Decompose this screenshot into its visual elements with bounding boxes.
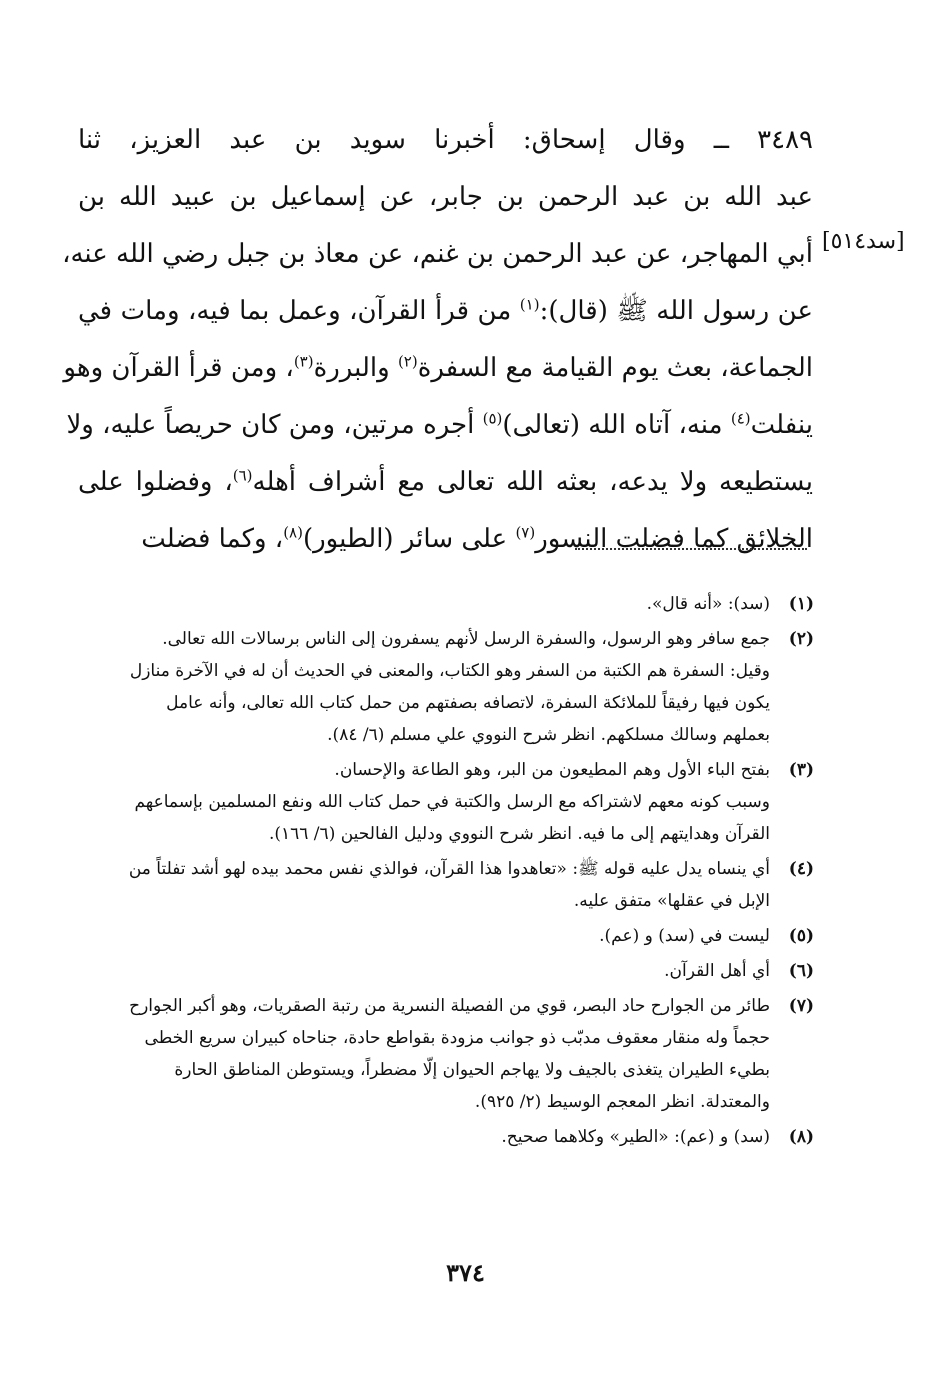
footnote-number: (٥)	[788, 926, 814, 946]
footnote-line: بعملهم وسالك مسلكهم. انظر شرح النووي علي مسلم (٦/ ٨٤).	[327, 725, 770, 745]
footnote-marker: (٤)	[730, 409, 751, 428]
footnote-line: (سد): «أنه قال».	[646, 594, 770, 614]
footnote-text	[72, 853, 770, 917]
footnote-text	[72, 990, 770, 1118]
main-text-line: ٣٤٨٩ ــ وقال إسحاق: أخبرنا سويد بن عبد العزيز، ثنا	[78, 125, 813, 155]
footnote-number: (٣)	[788, 760, 814, 780]
page-number: ٣٧٤	[446, 1258, 485, 1287]
footnote-line: يكون فيها رفيقاً للملائكة السفرة، لاتصافه بصفتهم من حمل كتاب الله تعالى، وأنه عامل	[166, 693, 770, 713]
footnote-item	[72, 990, 814, 1118]
footnote-line: بطيء الطيران يتغذى بالجيف ولا يهاجم الحيوان إلّا مضطراً، ويستوطن المناطق الحارة	[174, 1060, 770, 1080]
footnote-item	[72, 920, 814, 952]
main-text-line: الخلائق كما فضلت النسور$^{(٧)}$ على سائر (الطيور)$^{(٨)}$، وكما فضلت	[141, 523, 813, 554]
main-text-line: عن رسول الله ﷺ (قال):$^{(١)}$ من قرأ القرآن، وعمل بما فيه، ومات في	[78, 295, 813, 326]
footnote-marker: (٢)	[397, 352, 418, 371]
footnote-line: الإبل في عقلها» متفق عليه.	[573, 891, 770, 911]
footnote-line: والمعتدلة. انظر المعجم الوسيط (٢/ ٩٢٥).	[474, 1092, 770, 1112]
footnote-text	[72, 623, 770, 751]
footnote-line: جمع سافر وهو الرسول، والسفرة الرسل لأنهم يسفرون إلى الناس برسالات الله تعالى.	[162, 629, 770, 649]
footnote-text	[72, 920, 770, 952]
main-text-line: يستطيعه ولا يدعه، بعثه الله تعالى مع أشراف أهله$^{(٦)}$، وفضلوا على	[78, 466, 813, 497]
footnote-number: (١)	[788, 594, 814, 614]
footnote-marker: (٦)	[232, 466, 253, 485]
footnote-marker: (٥)	[482, 409, 503, 428]
footnote-line: ليست في (سد) و (عم).	[599, 926, 770, 946]
footnote-text	[72, 588, 770, 620]
footnote-line: بفتح الباء الأول وهم المطيعون من البر، وهو الطاعة والإحسان.	[334, 760, 770, 780]
footnote-marker: (١)	[519, 295, 540, 314]
footnote-marker: (٧)	[515, 523, 536, 542]
footnote-line: وقيل: السفرة هم الكتبة من السفر وهو الكتاب، والمعنى في الحديث أن له في الآخرة منازل	[129, 661, 770, 681]
footnote-number: (٢)	[788, 629, 814, 649]
footnote-line: (سد) و (عم): «الطير» وكلاهما صحيح.	[501, 1127, 770, 1147]
footnote-number: (٤)	[788, 859, 814, 879]
main-text-line: عبد الله بن عبد الرحمن بن جابر، عن إسماعيل بن عبيد الله بن	[78, 182, 813, 212]
footnote-line: أي أهل القرآن.	[664, 961, 770, 981]
footnote-item	[72, 955, 814, 987]
footnote-number: (٨)	[788, 1127, 814, 1147]
footnote-divider	[575, 548, 807, 550]
footnote-line: القرآن وهدايتهم إلى ما فيه. انظر شرح النووي ودليل الفالحين (٦/ ١٦٦).	[268, 824, 770, 844]
footnote-text	[72, 754, 770, 850]
margin-manuscript-reference: [سد٥١٤]	[822, 229, 905, 254]
footnote-item	[72, 754, 814, 850]
footnote-marker: (٣)	[293, 352, 314, 371]
hadith-main-text	[62, 112, 813, 568]
main-text-line: أبي المهاجر، عن عبد الرحمن بن غنم، عن معاذ بن جبل رضي الله عنه،	[62, 239, 813, 269]
footnote-number: (٦)	[788, 961, 814, 981]
footnote-marker: (٨)	[283, 523, 303, 542]
footnote-number: (٧)	[788, 996, 814, 1016]
footnote-item	[72, 1121, 814, 1153]
footnote-item	[72, 853, 814, 917]
main-text-line: ينفلت$^{(٤)}$ منه، آتاه الله (تعالى)$^{(٥)}$ أجره مرتين، ومن كان حريصاً عليه، ولا	[66, 409, 813, 440]
footnote-line: حجماً وله منقار معقوف مدبّب ذو جوانب مزودة بقواطع حادة، جناحاه كبيران سريع الخطى	[144, 1028, 770, 1048]
footnote-item	[72, 623, 814, 751]
footnote-line: طائر من الجوارح حاد البصر، قوي من الفصيلة النسرية من رتبة الصقريات، وهو أكبر الجوارح	[129, 996, 770, 1016]
footnote-item	[72, 588, 814, 620]
main-text-line: الجماعة، بعث يوم القيامة مع السفرة$^{(٢)}$ والبررة$^{(٣)}$، ومن قرأ القرآن وهو	[63, 352, 813, 383]
footnotes-section	[72, 588, 814, 1156]
footnote-line: وسبب كونه معهم لاشتراكه مع الرسل والكتبة في حمل كتاب الله ونفع المسلمين بإسماعهم	[134, 792, 770, 812]
footnote-line: أي ينساه يدل عليه قوله ﷺ: «تعاهدوا هذا القرآن، فوالذي نفس محمد بيده لهو أشد تفلتاً من	[128, 859, 770, 879]
footnote-text	[72, 1121, 770, 1153]
footnote-text	[72, 955, 770, 987]
